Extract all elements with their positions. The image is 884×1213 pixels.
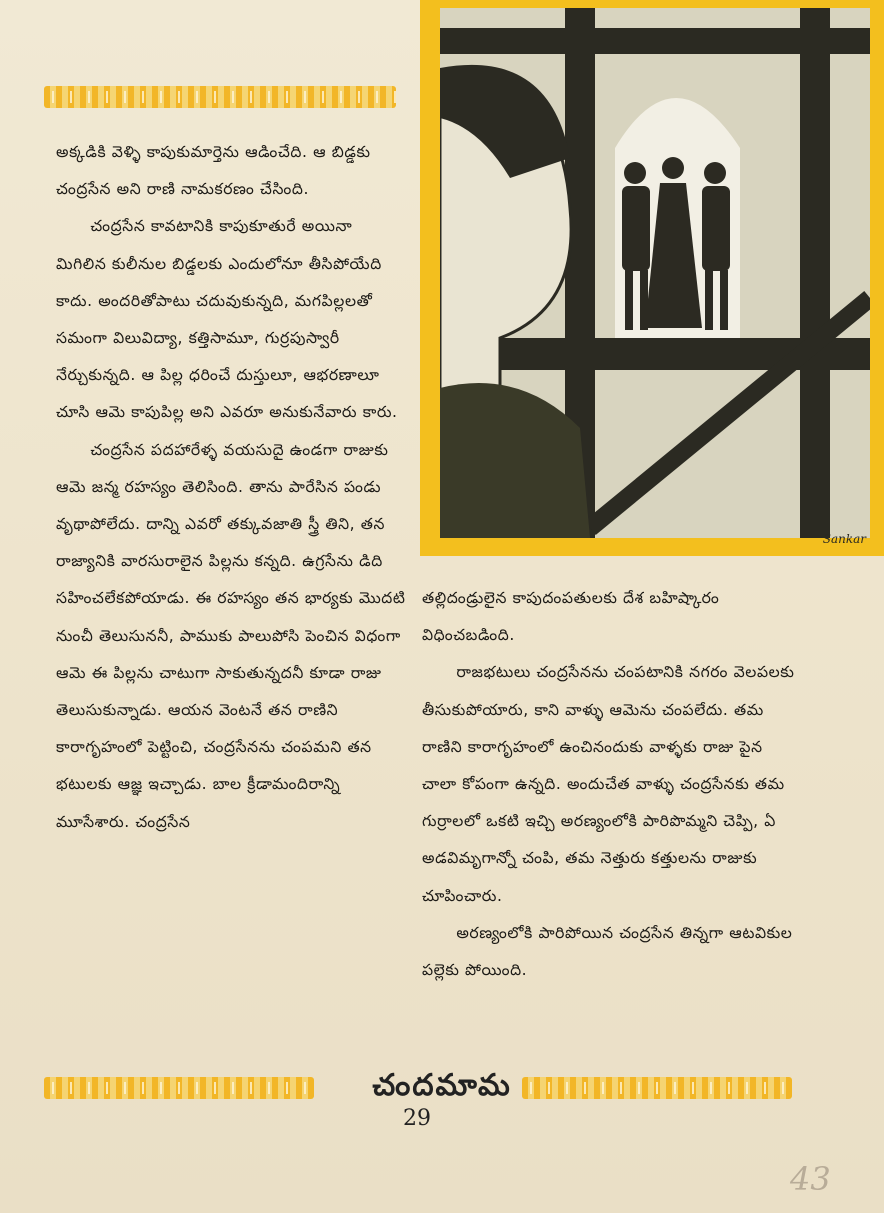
- top-decorative-border: [44, 86, 396, 108]
- illustration-drawing: [440, 8, 870, 538]
- right-paragraph-1: తల్లిదండ్రులైన కాపుదంపతులకు దేశ బహిష్కారం విధించబడింది.: [422, 589, 720, 645]
- page-number: 29: [403, 1106, 431, 1131]
- handwritten-page-note: 43: [790, 1160, 831, 1198]
- left-paragraph-2: చంద్రసేన కావటానికి కాపుకూతురే అయినా మిగిలిన కులీనుల బిడ్డలకు ఎందులోనూ తీసిపోయేది కాదు. అందరితోపాటు చదువుకున్నది, మగపిల్లలతో సమంగా విలువిద్యా, కత్తిసామూ, గుర్రపుస్వారీ నేర్చుకున్నది. ఆ పిల్ల ధరించే దుస్తులూ, ఆభరణాలూ చూసి ఆమె కాపుపిల్ల అని ఎవరూ అనుకునేవారు కారు.: [56, 217, 398, 422]
- story-illustration: [420, 0, 884, 556]
- right-paragraph-2: రాజభటులు చంద్రసేనను చంపటానికి నగరం వెలపలకు తీసుకుపోయారు, కాని వాళ్ళు ఆమెను చంపలేదు. తమ రాణిని కారాగృహంలో ఉంచినందుకు వాళ్ళకు రాజు పైన చాలా కోపంగా ఉన్నది. అందుచేత వాళ్ళు చంద్రసేనకు తమ గుర్రాలలో ఒకటి ఇచ్చి అరణ్యంలోకి పారిపొమ్మని చెప్పి, ఏ అడవిమృగాన్నో చంపి, తమ నెత్తురు కత్తులను రాజుకు చూపించారు.: [422, 663, 795, 905]
- magazine-name: చందమామ: [372, 1068, 512, 1103]
- right-text-column: [422, 580, 802, 989]
- left-paragraph-3: చంద్రసేన పదహారేళ్ళ వయసుదై ఉండగా రాజుకు ఆమె జన్మ రహస్యం తెలిసింది. తాను పారేసిన పండు వృథాపోలేదు. దాన్ని ఎవరో తక్కువజాతి స్త్రీ తిని, తన రాజ్యానికి వారసురాలైన పిల్లను కన్నది. ఉగ్రసేను డిది సహించలేకపోయాడు. ఈ రహస్యం తన భార్యకు మొదటి నుంచీ తెలుసుననీ, పాముకు పాలుపోసి పెంచిన విధంగా ఆమె ఈ పిల్లను చాటుగా సాకుతున్నదనీ కూడా రాజు తెలుసుకున్నాడు. ఆయన వెంటనే తన రాణిని కారాగృహంలో పెట్టించి, చంద్రసేనను చంపమని తన భటులకు ఆజ్ఞ ఇచ్చాడు. బాల క్రీడామందిరాన్ని మూసేశారు. చంద్రసేన: [56, 440, 406, 831]
- right-paragraph-3: అరణ్యంలోకి పారిపోయిన చంద్రసేన తిన్నగా ఆటవికుల పల్లెకు పోయింది.: [422, 923, 793, 980]
- artist-signature: Sankar: [822, 532, 866, 546]
- illustration-scene: [440, 8, 870, 538]
- left-paragraph-1: అక్కడికి వెళ్ళి కాపుకుమార్తెను ఆడించేది. ఆ బిడ్డకు చంద్రసేన అని రాణి నామకరణం చేసింది.: [56, 143, 371, 199]
- left-text-column: [56, 134, 406, 841]
